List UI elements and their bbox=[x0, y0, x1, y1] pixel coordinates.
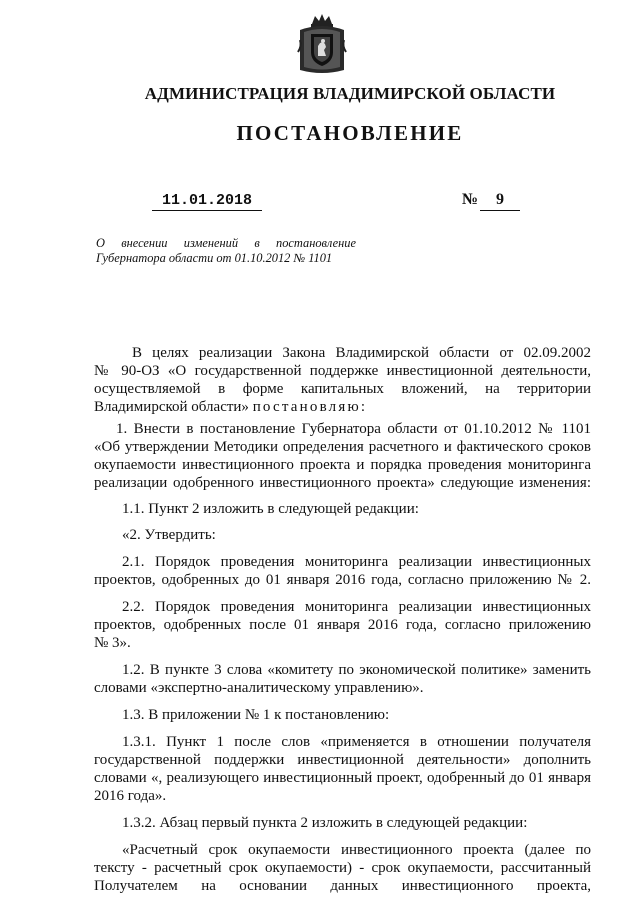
text-line: № 90-ОЗ «О государственной поддержке инвестиционной деятельности, bbox=[94, 363, 591, 379]
item-1-2-paragraph bbox=[94, 661, 591, 697]
coat-of-arms-icon bbox=[296, 12, 348, 76]
text-line: тексту - расчетный срок окупаемости) - срок окупаемости, рассчитанный bbox=[94, 860, 591, 876]
text-line: 1.3. В приложении № 1 к постановлению: bbox=[122, 707, 390, 723]
text-line: В целях реализации Закона Владимирской области от 02.09.2002 bbox=[132, 345, 591, 361]
number-label: № bbox=[462, 191, 479, 208]
text-line: 1. Внести в постановление Губернатора области от 01.10.2012 № 1101 bbox=[116, 421, 591, 437]
text-line: осуществляемой в форме капитальных вложений, на территории bbox=[94, 381, 591, 397]
document-subject bbox=[96, 236, 356, 266]
text-line: государственной поддержки инвестиционной деятельности» дополнить bbox=[94, 752, 591, 768]
text-line: «2. Утвердить: bbox=[122, 527, 216, 543]
item-2-1-paragraph bbox=[94, 553, 591, 589]
text-line: проектов, одобренных после 01 января 2016 года, согласно приложению bbox=[94, 617, 591, 633]
text-line bbox=[94, 398, 591, 416]
text-line: «Об утверждении Методики определения расчетного и фактического сроков bbox=[94, 439, 591, 455]
text-line: окупаемости инвестиционного проекта и порядка проведения мониторинга bbox=[94, 457, 591, 473]
text-line: 1.1. Пункт 2 изложить в следующей редакции: bbox=[122, 501, 419, 517]
resolve-word: постановляю: bbox=[252, 399, 368, 415]
organization-name: АДМИНИСТРАЦИЯ ВЛАДИМИРСКОЙ ОБЛАСТИ bbox=[144, 84, 556, 103]
text-line: «Расчетный срок окупаемости инвестиционного проекта (далее по bbox=[122, 842, 591, 858]
text-line: 1.3.1. Пункт 1 после слов «применяется в отношении получателя bbox=[122, 734, 591, 750]
item-1-3-1-paragraph bbox=[94, 733, 591, 805]
document-date: 11.01.2018 bbox=[152, 192, 262, 211]
text-line: словами «, реализующего инвестиционный проект, одобренный до 01 января bbox=[94, 770, 591, 786]
preamble-paragraph bbox=[94, 344, 591, 416]
quote-paragraph bbox=[94, 841, 591, 895]
text-line: словами «экспертно-аналитическому управлению». bbox=[94, 680, 424, 696]
text-line: реализации одобренного инвестиционного проекта» следующие изменения: bbox=[94, 475, 591, 491]
item-1-paragraph bbox=[94, 420, 591, 492]
document-body bbox=[94, 344, 591, 895]
text-line: Получателем на основании данных инвестиционного проекта, bbox=[94, 878, 591, 894]
item-2-intro bbox=[94, 526, 591, 544]
item-1-3-paragraph bbox=[94, 706, 591, 724]
subject-line: О внесении изменений в постановление bbox=[96, 236, 356, 250]
subject-line: Губернатора области от 01.10.2012 № 1101 bbox=[96, 251, 333, 265]
item-2-2-paragraph bbox=[94, 598, 591, 652]
text-line: 2.1. Порядок проведения мониторинга реализации инвестиционных bbox=[122, 554, 591, 570]
text-line: 2.2. Порядок проведения мониторинга реализации инвестиционных bbox=[122, 599, 591, 615]
text-line: № 3». bbox=[94, 635, 131, 651]
item-1-3-2-paragraph bbox=[94, 814, 591, 832]
region-name: Владимирской области» bbox=[94, 399, 249, 415]
text-line: 1.2. В пункте 3 слова «комитету по экономической политике» заменить bbox=[122, 662, 591, 678]
item-1-1-paragraph bbox=[94, 500, 591, 518]
text-line: 2016 года». bbox=[94, 788, 167, 804]
document-type: ПОСТАНОВЛЕНИЕ bbox=[236, 121, 464, 145]
text-line: проектов, одобренных до 01 января 2016 года, согласно приложению № 2. bbox=[94, 572, 591, 588]
text-line: 1.3.2. Абзац первый пункта 2 изложить в следующей редакции: bbox=[122, 815, 528, 831]
document-number: 9 bbox=[480, 191, 520, 211]
